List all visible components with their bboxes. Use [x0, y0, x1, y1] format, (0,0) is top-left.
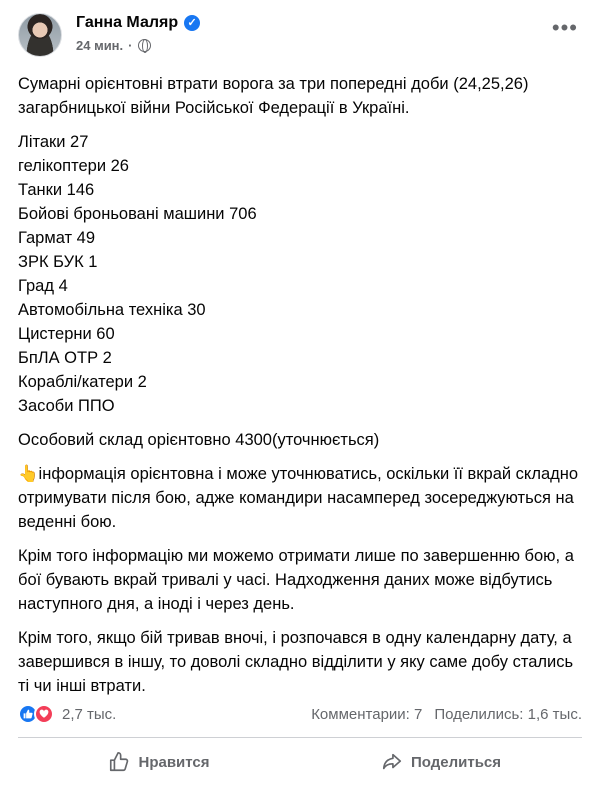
share-button[interactable]: [300, 740, 582, 784]
comments-count[interactable]: Комментарии: 7: [311, 705, 423, 723]
author-name[interactable]: Ганна Маляр: [76, 14, 179, 31]
post-stats: [18, 700, 582, 728]
paragraph-2: Крім того інформацію ми можемо отримати лише по завершенню бою, а бої бувають вкрай тривалі у часі. Надходження даних може відбутись наступного дня, а іноді і через день.: [18, 547, 574, 613]
post-intro: Сумарні орієнтовні втрати ворога за три попередні доби (24,25,26) загарбницької війни Російської Федерації в Україні.: [18, 75, 529, 117]
like-button[interactable]: [18, 740, 300, 784]
like-button-label: Нравится: [138, 753, 210, 771]
note-text: інформація орієнтовна і може уточнюватись, оскільки її вкрай складно отримувати після бою, адже командири насамперед зосереджуються на веденні бою.: [18, 465, 579, 531]
list-item: Засоби ППО: [18, 397, 115, 415]
avatar[interactable]: [18, 13, 62, 57]
note-paragraph: [18, 462, 588, 534]
reaction-count[interactable]: 2,7 тыс.: [62, 705, 117, 723]
list-item: Літаки 27: [18, 133, 89, 151]
personnel-line: Особовий склад орієнтовно 4300(уточнюється): [18, 431, 380, 449]
list-item: Автомобільна техніка 30: [18, 301, 206, 319]
more-options-icon[interactable]: •••: [551, 15, 578, 40]
reactions-summary[interactable]: [18, 704, 116, 724]
list-item: Град 4: [18, 277, 68, 295]
post-header: [0, 0, 600, 68]
author-name-row: [76, 14, 200, 32]
list-item: Бойові броньовані машини 706: [18, 205, 257, 223]
share-arrow-icon: [381, 751, 403, 773]
share-button-label: Поделиться: [410, 753, 502, 771]
pointing-up-emoji: 👆: [18, 465, 39, 483]
post-meta: [76, 38, 151, 53]
globe-icon[interactable]: [138, 39, 151, 52]
post-time[interactable]: 24 мин.: [76, 38, 124, 53]
losses-list: [18, 130, 588, 418]
verified-badge-icon: ✓: [184, 15, 200, 31]
heart-reaction-icon: [34, 704, 54, 724]
list-item: Цистерни 60: [18, 325, 115, 343]
post-body: [18, 72, 588, 708]
divider: [18, 737, 582, 738]
list-item: Гармат 49: [18, 229, 96, 247]
thumbs-up-icon: [108, 751, 130, 773]
post-actions: [18, 740, 582, 784]
paragraph-3: Крім того, якщо бій тривав вночі, і розпочався в одну календарну дату, а завершився в іншу, то доволі складно відділити у яку саме добу сталиcь ті чи інші втрати.: [18, 629, 574, 695]
list-item: гелікоптери 26: [18, 157, 129, 175]
shares-count[interactable]: Поделились: 1,6 тыс.: [434, 705, 582, 723]
list-item: Кораблі/катери 2: [18, 373, 147, 391]
list-item: ЗРК БУК 1: [18, 253, 98, 271]
meta-separator: ·: [128, 38, 133, 53]
list-item: БпЛА ОТР 2: [18, 349, 112, 367]
list-item: Танки 146: [18, 181, 95, 199]
